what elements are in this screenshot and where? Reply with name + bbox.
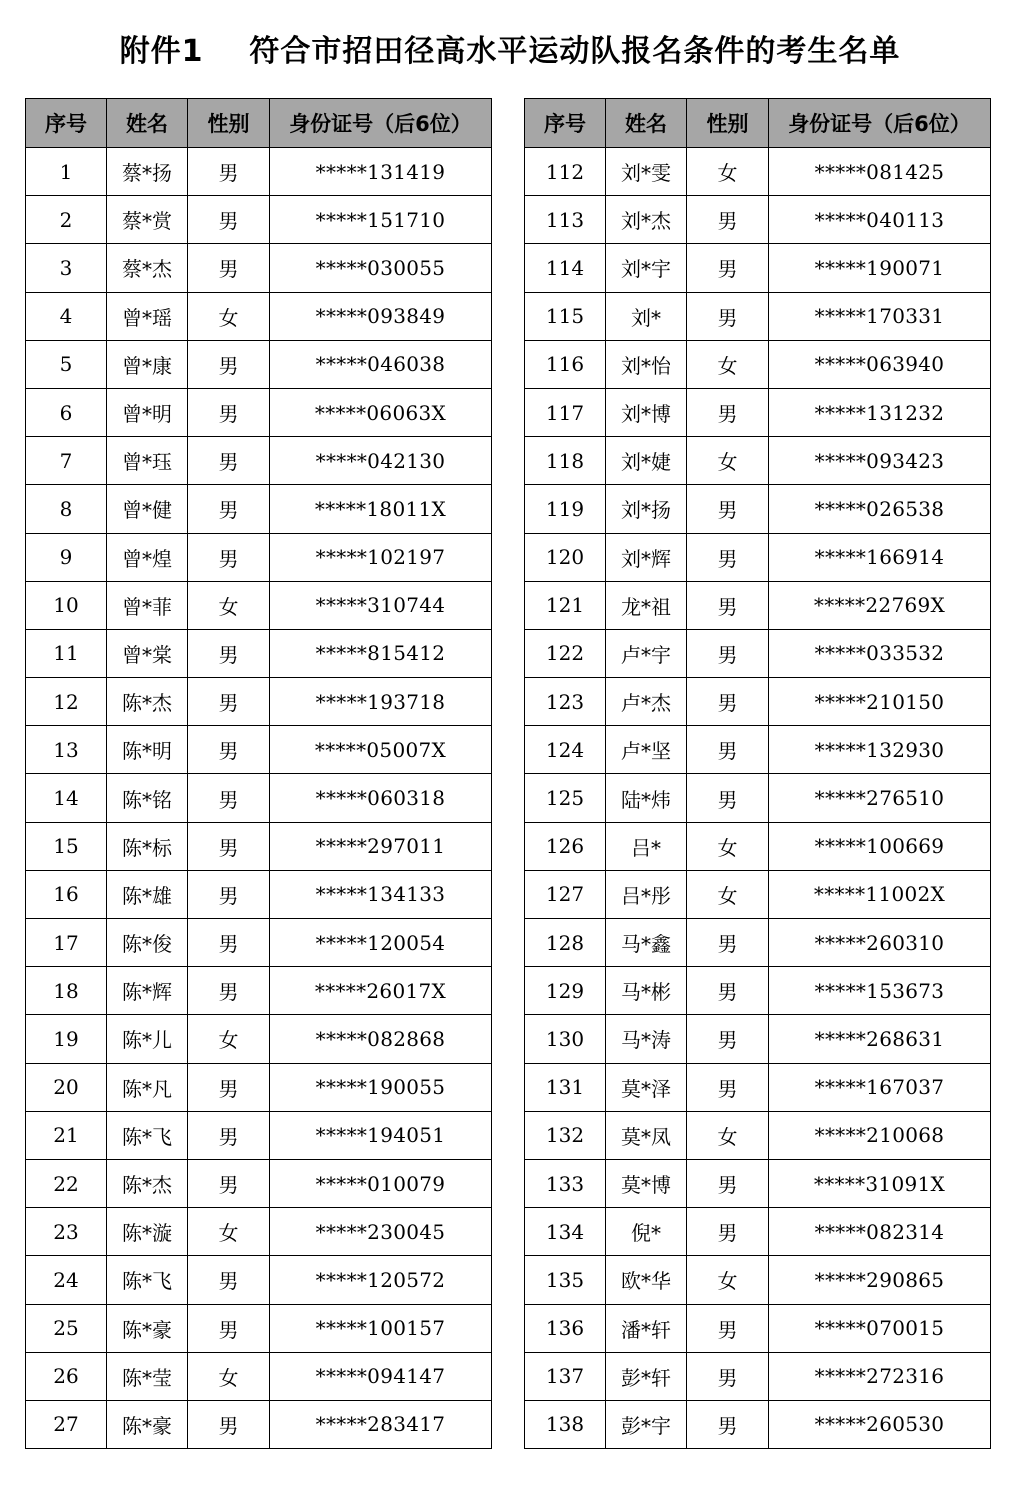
cell-gender: 男 [687,1208,769,1256]
cell-gender: 女 [188,1352,270,1400]
table-row [525,919,991,967]
cell-gender: 男 [188,822,270,870]
cell-gender: 女 [687,437,769,485]
table-row [525,148,991,196]
cell-index: 19 [26,1015,107,1063]
cell-gender: 女 [188,581,270,629]
cell-name: 陈*标 [107,822,188,870]
cell-index: 23 [26,1208,107,1256]
table-row [26,774,492,822]
table-row [525,1304,991,1352]
cell-name: 曾*菲 [107,581,188,629]
cell-index: 26 [26,1352,107,1400]
cell-id: *****046038 [270,340,492,388]
cell-gender: 男 [188,1063,270,1111]
cell-gender: 男 [188,388,270,436]
cell-name: 莫*泽 [606,1063,687,1111]
cell-name: 马*彬 [606,967,687,1015]
cell-id: *****290865 [769,1256,991,1304]
cell-gender: 男 [687,1400,769,1448]
cell-name: 陈*飞 [107,1256,188,1304]
cell-id: *****310744 [270,581,492,629]
cell-gender: 男 [188,1256,270,1304]
header-row [525,99,991,148]
cell-id: *****18011X [270,485,492,533]
cell-gender: 男 [687,533,769,581]
cell-gender: 男 [188,1159,270,1207]
cell-id: *****166914 [769,533,991,581]
cell-gender: 男 [687,919,769,967]
cell-index: 17 [26,919,107,967]
cell-id: *****193718 [270,678,492,726]
cell-index: 115 [525,292,606,340]
cell-gender: 男 [188,1304,270,1352]
cell-id: *****033532 [769,629,991,677]
table-row [525,678,991,726]
table-row [26,292,492,340]
table-row [525,1015,991,1063]
cell-gender: 男 [687,581,769,629]
page-title: 附件1 符合市招田径高水平运动队报名条件的考生名单 [119,34,901,69]
cell-id: *****05007X [270,726,492,774]
cell-index: 113 [525,196,606,244]
cell-id: *****194051 [270,1111,492,1159]
header-gender: 性别 [687,99,769,148]
cell-index: 124 [525,726,606,774]
header-name: 姓名 [606,99,687,148]
cell-id: *****042130 [270,437,492,485]
cell-name: 陆*炜 [606,774,687,822]
cell-name: 龙*祖 [606,581,687,629]
cell-index: 136 [525,1304,606,1352]
roster-table-left [25,98,492,1449]
cell-gender: 男 [188,870,270,918]
cell-id: *****120572 [270,1256,492,1304]
cell-id: *****040113 [769,196,991,244]
cell-index: 117 [525,388,606,436]
cell-id: *****167037 [769,1063,991,1111]
cell-id: *****131232 [769,388,991,436]
cell-index: 128 [525,919,606,967]
cell-index: 137 [525,1352,606,1400]
table-row [525,1352,991,1400]
cell-name: 刘*怡 [606,340,687,388]
cell-name: 蔡*扬 [107,148,188,196]
cell-id: *****081425 [769,148,991,196]
cell-id: *****170331 [769,292,991,340]
cell-name: 刘*婕 [606,437,687,485]
header-name: 姓名 [107,99,188,148]
cell-gender: 男 [687,1015,769,1063]
table-row [26,148,492,196]
cell-gender: 男 [188,485,270,533]
cell-gender: 女 [188,1208,270,1256]
cell-name: 蔡*赏 [107,196,188,244]
cell-index: 120 [525,533,606,581]
cell-gender: 男 [687,196,769,244]
header-row [26,99,492,148]
header-index: 序号 [26,99,107,148]
cell-id: *****153673 [769,967,991,1015]
cell-gender: 男 [687,1063,769,1111]
cell-index: 134 [525,1208,606,1256]
table-row [26,1111,492,1159]
cell-id: *****132930 [769,726,991,774]
cell-gender: 女 [687,822,769,870]
cell-index: 7 [26,437,107,485]
table-row [525,581,991,629]
cell-name: 彭*宇 [606,1400,687,1448]
cell-name: 刘*辉 [606,533,687,581]
cell-gender: 男 [687,244,769,292]
cell-gender: 男 [687,1352,769,1400]
cell-index: 24 [26,1256,107,1304]
cell-id: *****030055 [270,244,492,292]
cell-id: *****210068 [769,1111,991,1159]
cell-index: 15 [26,822,107,870]
table-row [26,388,492,436]
table-row [525,340,991,388]
cell-index: 112 [525,148,606,196]
table-row [26,726,492,774]
cell-id: *****063940 [769,340,991,388]
cell-id: *****060318 [270,774,492,822]
cell-id: *****31091X [769,1159,991,1207]
cell-id: *****26017X [270,967,492,1015]
cell-id: *****094147 [270,1352,492,1400]
cell-name: 彭*轩 [606,1352,687,1400]
cell-name: 吕* [606,822,687,870]
table-row [26,437,492,485]
cell-index: 121 [525,581,606,629]
cell-name: 曾*瑶 [107,292,188,340]
cell-index: 127 [525,870,606,918]
table-row [26,1400,492,1448]
cell-id: *****134133 [270,870,492,918]
cell-index: 16 [26,870,107,918]
cell-name: 曾*康 [107,340,188,388]
cell-name: 蔡*杰 [107,244,188,292]
cell-gender: 男 [188,919,270,967]
cell-index: 3 [26,244,107,292]
cell-id: *****026538 [769,485,991,533]
cell-name: 欧*华 [606,1256,687,1304]
table-row [525,967,991,1015]
table-row [525,244,991,292]
table-row [26,870,492,918]
cell-gender: 男 [188,678,270,726]
cell-index: 118 [525,437,606,485]
cell-index: 14 [26,774,107,822]
cell-id: *****131419 [270,148,492,196]
header-id: 身份证号（后6位） [769,99,991,148]
table-row [525,822,991,870]
cell-index: 4 [26,292,107,340]
cell-gender: 男 [687,774,769,822]
cell-id: *****815412 [270,629,492,677]
cell-gender: 男 [687,485,769,533]
cell-id: *****093423 [769,437,991,485]
cell-gender: 男 [188,533,270,581]
cell-name: 陈*杰 [107,678,188,726]
cell-name: 马*鑫 [606,919,687,967]
cell-name: 吕*彤 [606,870,687,918]
cell-name: 陈*铭 [107,774,188,822]
table-row [26,1015,492,1063]
cell-id: *****260310 [769,919,991,967]
table-row [525,485,991,533]
cell-index: 8 [26,485,107,533]
cell-gender: 男 [687,1159,769,1207]
cell-index: 13 [26,726,107,774]
cell-index: 119 [525,485,606,533]
cell-name: 陈*豪 [107,1400,188,1448]
cell-name: 曾*棠 [107,629,188,677]
table-row [26,822,492,870]
cell-id: *****260530 [769,1400,991,1448]
cell-gender: 女 [687,148,769,196]
cell-name: 卢*宇 [606,629,687,677]
cell-id: *****06063X [270,388,492,436]
cell-id: *****082314 [769,1208,991,1256]
cell-index: 20 [26,1063,107,1111]
table-row [525,1159,991,1207]
table-row [26,340,492,388]
cell-id: *****230045 [270,1208,492,1256]
cell-name: 陈*莹 [107,1352,188,1400]
cell-name: 卢*坚 [606,726,687,774]
cell-id: *****22769X [769,581,991,629]
cell-index: 22 [26,1159,107,1207]
table-row [525,1111,991,1159]
cell-index: 114 [525,244,606,292]
cell-index: 131 [525,1063,606,1111]
header-gender: 性别 [188,99,270,148]
cell-id: *****120054 [270,919,492,967]
cell-name: 曾*健 [107,485,188,533]
cell-name: 刘* [606,292,687,340]
table-row [525,292,991,340]
cell-index: 116 [525,340,606,388]
cell-id: *****100157 [270,1304,492,1352]
cell-name: 陈*明 [107,726,188,774]
cell-gender: 女 [188,1015,270,1063]
table-row [26,629,492,677]
table-row [525,1256,991,1304]
cell-name: 陈*儿 [107,1015,188,1063]
cell-gender: 男 [188,629,270,677]
cell-name: 莫*博 [606,1159,687,1207]
cell-index: 138 [525,1400,606,1448]
cell-name: 曾*珏 [107,437,188,485]
cell-id: *****070015 [769,1304,991,1352]
cell-index: 5 [26,340,107,388]
cell-name: 莫*凤 [606,1111,687,1159]
cell-gender: 男 [188,148,270,196]
cell-gender: 男 [188,1400,270,1448]
cell-gender: 男 [188,1111,270,1159]
cell-index: 2 [26,196,107,244]
cell-gender: 男 [687,726,769,774]
table-row [26,485,492,533]
cell-id: *****093849 [270,292,492,340]
cell-name: 陈*俊 [107,919,188,967]
cell-gender: 男 [687,678,769,726]
cell-gender: 男 [188,967,270,1015]
cell-id: *****268631 [769,1015,991,1063]
table-row [525,196,991,244]
cell-name: 马*涛 [606,1015,687,1063]
table-row [26,1208,492,1256]
cell-name: 陈*凡 [107,1063,188,1111]
cell-gender: 男 [687,292,769,340]
cell-name: 刘*宇 [606,244,687,292]
cell-name: 刘*扬 [606,485,687,533]
cell-name: 陈*飞 [107,1111,188,1159]
cell-id: *****272316 [769,1352,991,1400]
table-row [525,388,991,436]
cell-id: *****190071 [769,244,991,292]
cell-id: *****210150 [769,678,991,726]
table-row [525,437,991,485]
table-row [525,629,991,677]
cell-index: 1 [26,148,107,196]
cell-gender: 男 [188,726,270,774]
table-row [26,678,492,726]
cell-name: 倪* [606,1208,687,1256]
cell-index: 10 [26,581,107,629]
cell-name: 陈*雄 [107,870,188,918]
cell-index: 21 [26,1111,107,1159]
cell-index: 25 [26,1304,107,1352]
table-row [525,774,991,822]
table-row [26,1304,492,1352]
cell-id: *****276510 [769,774,991,822]
cell-gender: 女 [188,292,270,340]
cell-gender: 男 [687,1304,769,1352]
table-row [26,1063,492,1111]
table-row [525,533,991,581]
cell-name: 卢*杰 [606,678,687,726]
cell-name: 刘*博 [606,388,687,436]
cell-id: *****297011 [270,822,492,870]
cell-gender: 男 [188,774,270,822]
cell-gender: 男 [188,196,270,244]
cell-index: 135 [525,1256,606,1304]
header-id: 身份证号（后6位） [270,99,492,148]
table-row [26,1256,492,1304]
cell-name: 刘*雯 [606,148,687,196]
cell-id: *****100669 [769,822,991,870]
cell-name: 曾*明 [107,388,188,436]
table-row [525,726,991,774]
cell-id: *****082868 [270,1015,492,1063]
cell-name: 潘*轩 [606,1304,687,1352]
cell-index: 129 [525,967,606,1015]
cell-name: 陈*漩 [107,1208,188,1256]
table-row [26,1159,492,1207]
cell-index: 6 [26,388,107,436]
cell-index: 123 [525,678,606,726]
cell-gender: 男 [188,437,270,485]
cell-index: 27 [26,1400,107,1448]
cell-name: 陈*辉 [107,967,188,1015]
cell-gender: 男 [687,967,769,1015]
cell-gender: 男 [188,244,270,292]
cell-index: 133 [525,1159,606,1207]
cell-name: 刘*杰 [606,196,687,244]
cell-gender: 女 [687,1111,769,1159]
cell-id: *****11002X [769,870,991,918]
cell-gender: 男 [687,388,769,436]
table-row [26,967,492,1015]
cell-id: *****283417 [270,1400,492,1448]
cell-id: *****010079 [270,1159,492,1207]
table-row [26,1352,492,1400]
table-row [26,244,492,292]
table-row [525,1063,991,1111]
table-row [26,196,492,244]
cell-name: 曾*煌 [107,533,188,581]
cell-gender: 男 [188,340,270,388]
cell-id: *****151710 [270,196,492,244]
cell-index: 132 [525,1111,606,1159]
cell-name: 陈*杰 [107,1159,188,1207]
cell-gender: 女 [687,340,769,388]
table-row [525,870,991,918]
cell-gender: 男 [687,629,769,677]
table-row [26,533,492,581]
cell-index: 9 [26,533,107,581]
cell-index: 18 [26,967,107,1015]
cell-index: 126 [525,822,606,870]
cell-index: 122 [525,629,606,677]
cell-id: *****190055 [270,1063,492,1111]
cell-gender: 女 [687,870,769,918]
table-row [525,1400,991,1448]
cell-id: *****102197 [270,533,492,581]
table-row [26,581,492,629]
cell-index: 12 [26,678,107,726]
cell-gender: 女 [687,1256,769,1304]
table-row [26,919,492,967]
cell-index: 11 [26,629,107,677]
table-row [525,1208,991,1256]
cell-index: 125 [525,774,606,822]
cell-index: 130 [525,1015,606,1063]
cell-name: 陈*豪 [107,1304,188,1352]
header-index: 序号 [525,99,606,148]
roster-table-right [524,98,991,1449]
